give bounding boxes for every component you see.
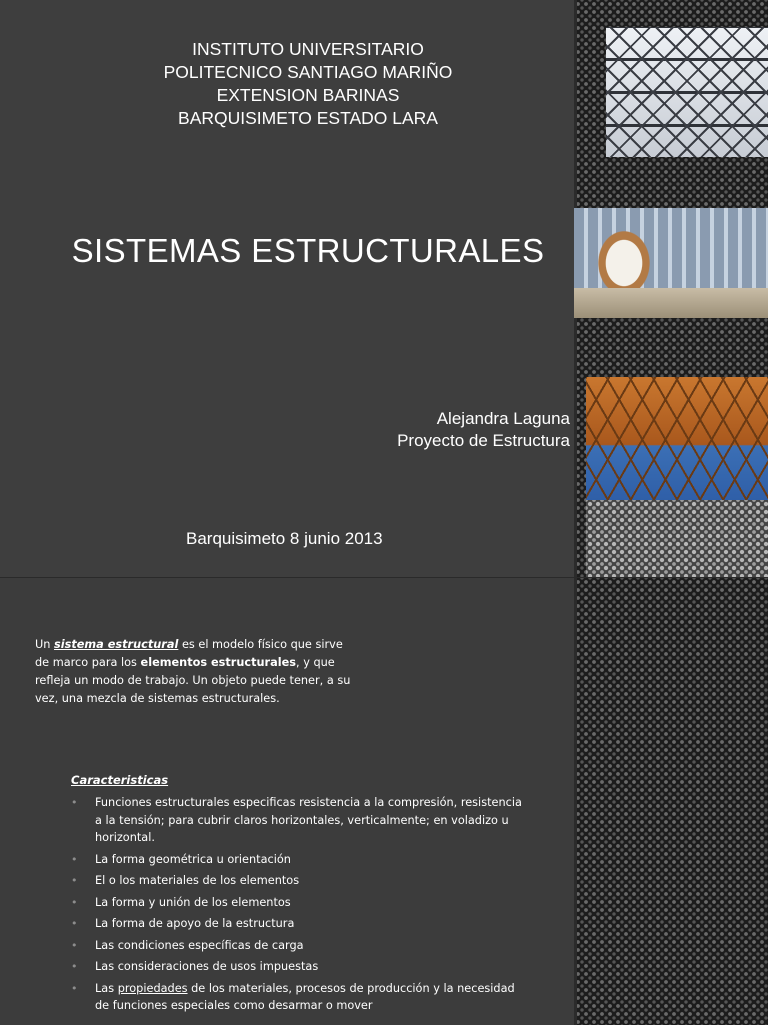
definition-paragraph xyxy=(35,636,355,708)
slide-title: SISTEMAS ESTRUCTURALES xyxy=(71,232,545,269)
list-item: • El o los materiales de los elementos xyxy=(71,872,531,890)
institution-line-1: INSTITUTO UNIVERSITARIO xyxy=(192,39,424,59)
definition-prefix: Un xyxy=(35,638,55,651)
institution-line-4: BARQUISIMETO ESTADO LARA xyxy=(178,108,438,128)
list-item: • Las condiciones específicas de carga xyxy=(71,937,531,955)
vertical-divider xyxy=(574,578,577,1025)
propiedades-link[interactable]: propiedades xyxy=(117,981,188,995)
list-item xyxy=(71,980,531,1015)
list-item: • Las consideraciones de usos impuestas xyxy=(71,958,531,976)
content-slide xyxy=(0,577,768,1025)
definition-suffix: , y que refleja un modo de trabajo. Un objeto puede tener, a su vez, una mezcla de sistemas estructurales. xyxy=(35,656,351,705)
list-item: • La forma y unión de los elementos xyxy=(71,894,531,912)
institution-line-2: POLITECNICO SANTIAGO MARIÑO xyxy=(163,62,453,82)
elementos-estructurales-term: elementos estructurales xyxy=(140,656,297,669)
definition-middle: es el modelo físico que sirve de marco para los xyxy=(35,638,343,669)
author-name: Alejandra Laguna xyxy=(436,409,570,428)
hexagonal-wood-canopy-photo xyxy=(586,377,768,500)
last-item-suffix: de los materiales, procesos de producción y la necesidad de funciones especiales como desarmar o mover xyxy=(95,981,515,1012)
list-item: • Funciones estructurales especificas resistencia a la compresión, resistencia a la tensión; para cubrir claros horizontales, verticalmente; en voladizo u horizontal. xyxy=(71,794,531,847)
last-item-prefix: Las xyxy=(95,981,118,995)
characteristics-list xyxy=(71,794,531,1019)
curved-building-photo xyxy=(574,208,768,318)
presentation-date: Barquisimeto 8 junio 2013 xyxy=(186,529,383,548)
list-item: • La forma geométrica u orientación xyxy=(71,851,531,869)
carbon-texture-strip xyxy=(574,578,768,1025)
institution-header xyxy=(60,38,556,130)
list-item: • La forma de apoyo de la estructura xyxy=(71,915,531,933)
course-name: Proyecto de Estructura xyxy=(397,431,570,450)
light-mesh-band xyxy=(586,500,768,577)
author-block xyxy=(397,408,570,452)
characteristics-heading: Caracteristicas xyxy=(71,773,169,787)
sistema-estructural-link[interactable]: sistema estructural xyxy=(54,638,179,651)
steel-roof-truss-photo xyxy=(606,27,768,157)
institution-line-3: EXTENSION BARINAS xyxy=(216,85,400,105)
